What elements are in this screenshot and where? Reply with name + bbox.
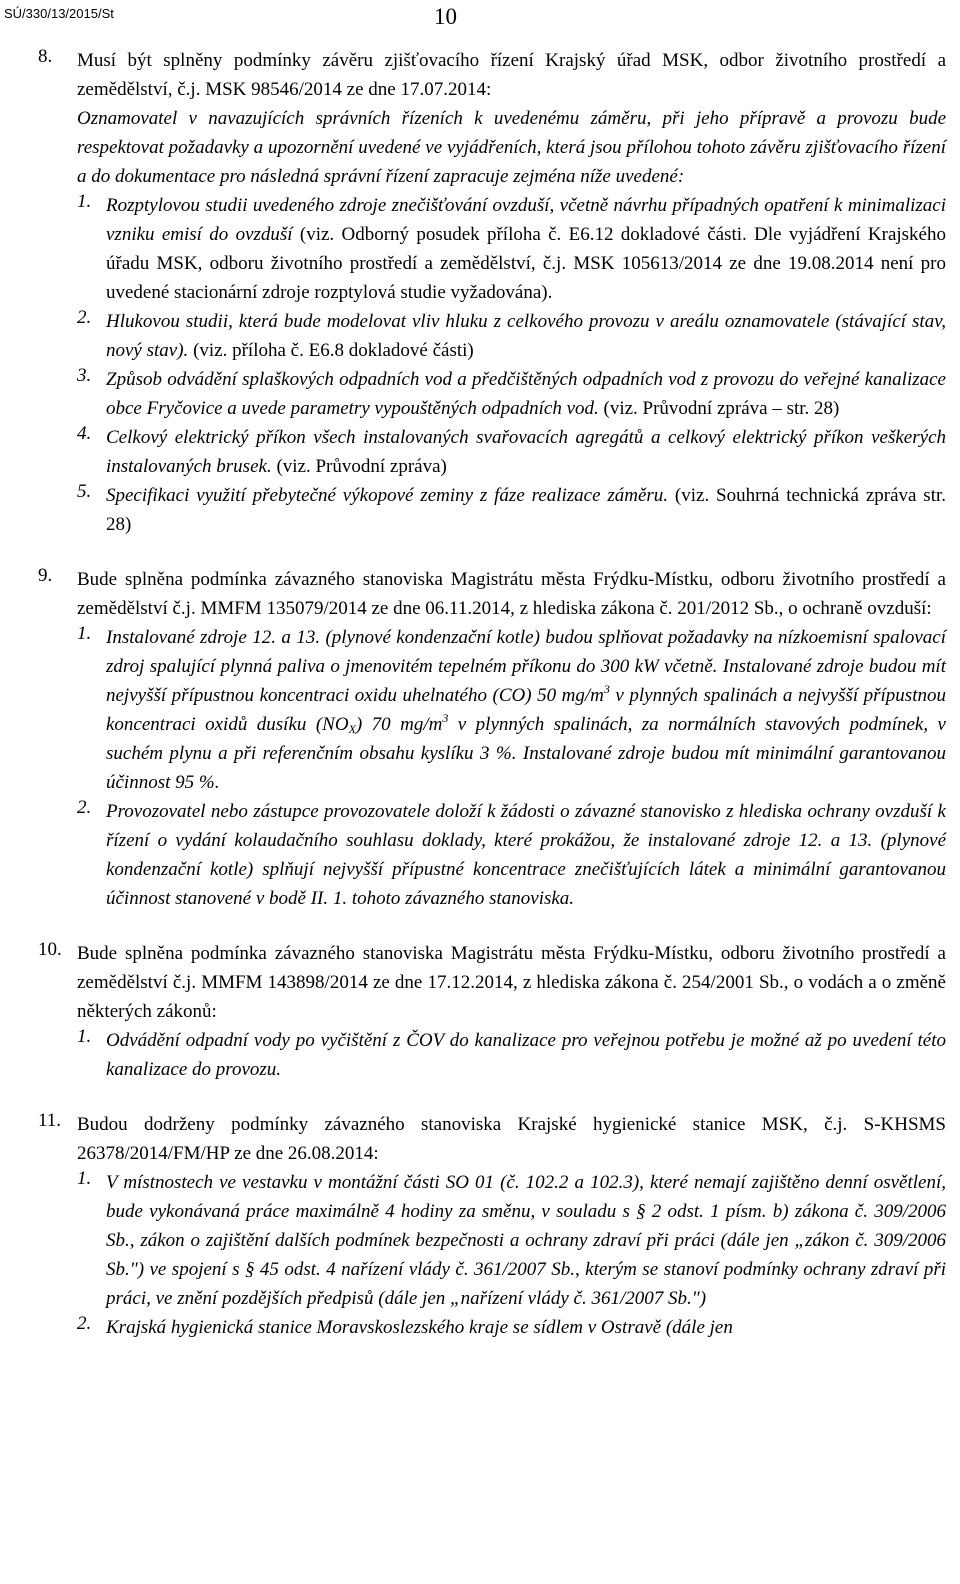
subscript: X — [348, 722, 356, 736]
item-italic: Provozovatel nebo zástupce provozovatele doloží k žádosti o závazné stanovisko z hlediska ochrany ovzduší k řízení o vydání kolaudačního souhlasu doklady, které prokážou, že instalované zdroje 12. a 13. (plynové kondenzační kotle) splňují nejvyšší přípustné koncentrace znečišťujících látek a minimální garantovanou účinnost stanovené v bodě II. 1. tohoto závazného stanoviska. — [106, 801, 946, 909]
item-number-text: 1. — [77, 1026, 92, 1047]
section-intro: Budou dodrženy podmínky závazného stanoviska Krajské hygienické stanice MSK, č.j. S-KHSMS 26378/2014/FM/HP ze dne 26.08.2014: — [77, 1114, 946, 1164]
item-text — [106, 307, 946, 365]
item-number-text: 5. — [77, 481, 92, 502]
section-10 — [38, 939, 946, 1084]
section-body — [77, 1110, 946, 1342]
item-text-part: v plynných spalinách, za normálních stavových podmínek, v suchém plynu a při referenčním obsahu kyslíku 3 %. Instalované zdroje budou mít minimální garantovanou účinnost 95 %. — [106, 714, 946, 793]
section-body — [77, 46, 946, 539]
section-8 — [38, 46, 946, 539]
item-italic: V místnostech ve vestavku v montážní části SO 01 (č. 102.2 a 102.3), které nemají zajištěno denní osvětlení, bude vykonávaná práce maximálně 4 hodiny za směnu, v souladu s § 2 odst. 1 písm. b) zákona č. 309/2006 Sb., zákon o zajištění dalších podmínek bezpečnosti a ochrany zdraví při práci (dále jen „zákon č. 309/2006 Sb.") ve spojení s § 45 odst. 4 nařízení vlády č. 361/2007 Sb., kterým se stanoví podmínky ochrany zdraví při práci, ve znění pozdějších předpisů (dále jen „nařízení vlády č. 361/2007 Sb.") — [106, 1172, 946, 1309]
item-number — [77, 797, 106, 913]
item-plain: (viz. Odborný posudek příloha č. E6.12 dokladové části. Dle vyjádření Krajského úřadu MSK, odboru životního prostředí a zemědělství, č.j. MSK 105613/2014 ze dne 19.08.2014 není pro uvedené stacionární zdroje rozptylová studie vyžadována). — [106, 224, 946, 303]
section-number: 10. — [38, 939, 62, 960]
item-italic: Rozptylovou studii uvedeného zdroje znečišťování ovzduší, včetně návrhu případných opatření k minimalizaci vzniku emisí do ovzduší — [106, 195, 946, 245]
item-number — [77, 1026, 106, 1084]
item-plain: (viz. Průvodní zpráva) — [271, 456, 447, 477]
section-9 — [38, 565, 946, 913]
item-italic: Celkový elektrický příkon všech instalovaných svařovacích agregátů a celkový elektrický příkon veškerých instalovaných brusek. — [106, 427, 946, 477]
list-item — [77, 365, 946, 423]
item-text — [106, 365, 946, 423]
item-italic: Krajská hygienická stanice Moravskoslezského kraje se sídlem v Ostravě (dále jen — [106, 1317, 733, 1338]
item-italic: Specifikaci využití přebytečné výkopové zeminy z fáze realizace záměru. — [106, 485, 669, 506]
item-number-text: 1. — [77, 623, 92, 644]
page-number: 10 — [434, 4, 457, 29]
item-number-text: 2. — [77, 307, 92, 328]
section-body — [77, 565, 946, 913]
list-item — [77, 191, 946, 307]
item-number-text: 3. — [77, 365, 92, 386]
list-item — [77, 1168, 946, 1313]
item-text — [106, 1313, 946, 1342]
section-gap — [38, 913, 946, 939]
section-number: 9. — [38, 565, 53, 586]
item-plain: (viz. Souhrná technická zpráva str. 28) — [106, 485, 946, 535]
item-text — [106, 797, 946, 913]
section-intro: Musí být splněny podmínky závěru zjišťovacího řízení Krajský úřad MSK, odbor životního prostředí a zemědělství, č.j. MSK 98546/2014 ze dne 17.07.2014: — [77, 50, 946, 100]
list-item — [77, 1026, 946, 1084]
item-number-text: 1. — [77, 1168, 92, 1189]
list-item — [77, 1313, 946, 1342]
item-number-text: 1. — [77, 191, 92, 212]
superscript: 3 — [603, 682, 610, 696]
item-text-part: Instalované zdroje 12. a 13. (plynové kondenzační kotle) budou splňovat požadavky na nízkoemisní spalovací zdroj spalující plynná paliva o jmenovitém tepelném příkonu do 300 kW včetně. Instalované zdroje budou mít nejvyšší přípustnou koncentraci oxidu uhelnatého (CO) 50 mg/m — [106, 627, 946, 706]
item-number — [77, 191, 106, 307]
list-item — [77, 423, 946, 481]
section-body — [77, 939, 946, 1084]
item-plain: (viz. Průvodní zpráva – str. 28) — [598, 398, 840, 419]
list-item — [77, 481, 946, 539]
item-text — [106, 1168, 946, 1313]
item-text — [106, 481, 946, 539]
item-italic: Způsob odvádění splaškových odpadních vod a předčištěných odpadních vod z provozu do veřejné kanalizace obce Fryčovice a uvede parametry vypouštěných odpadních vod. — [106, 369, 946, 419]
item-text-part: ) 70 mg/m — [355, 714, 443, 735]
item-number-text: 2. — [77, 1313, 92, 1334]
document-body — [38, 46, 946, 1342]
item-number-text: 4. — [77, 423, 92, 444]
item-italic — [106, 627, 946, 793]
item-number — [77, 307, 106, 365]
item-italic: Hlukovou studii, která bude modelovat vliv hluku z celkového provozu v areálu oznamovatele (stávající stav, nový stav). — [106, 311, 946, 361]
item-number — [77, 481, 106, 539]
section-11 — [38, 1110, 946, 1342]
item-text — [106, 1026, 946, 1084]
document-reference: SÚ/330/13/2015/St — [4, 6, 114, 21]
list-item — [77, 797, 946, 913]
section-gap — [38, 1084, 946, 1110]
item-number — [77, 1168, 106, 1313]
item-number — [77, 623, 106, 797]
item-plain: (viz. příloha č. E6.8 dokladové části) — [188, 340, 474, 361]
item-italic: Odvádění odpadní vody po vyčištění z ČOV do kanalizace pro veřejnou potřebu je možné až po uvedení této kanalizace do provozu. — [106, 1030, 946, 1080]
item-text — [106, 423, 946, 481]
section-gap — [38, 539, 946, 565]
item-number — [77, 423, 106, 481]
section-intro: Bude splněna podmínka závazného stanoviska Magistrátu města Frýdku-Místku, odboru životního prostředí a zemědělství č.j. MMFM 135079/2014 ze dne 06.11.2014, z hlediska zákona č. 201/2012 Sb., o ochraně ovzduší: — [77, 569, 946, 619]
list-item — [77, 623, 946, 797]
item-number — [77, 1313, 106, 1342]
item-text-part: v plynných spalinách a nejvyšší přípustnou koncentraci oxidů dusíku (NO — [106, 685, 946, 735]
section-number: 11. — [38, 1110, 62, 1131]
note-text: Oznamovatel v navazujících správních řízeních k uvedenému záměru, při jeho přípravě a provozu bude respektovat požadavky a upozornění uvedené ve vyjádřeních, která jsou přílohou tohoto závěru zjišťovacího řízení a do dokumentace pro následná správní řízení zapracuje zejména níže uvedené: — [77, 108, 946, 187]
list-item — [77, 307, 946, 365]
section-number: 8. — [38, 46, 53, 67]
item-number — [77, 365, 106, 423]
item-text — [106, 623, 946, 797]
section-intro: Bude splněna podmínka závazného stanoviska Magistrátu města Frýdku-Místku, odboru životního prostředí a zemědělství č.j. MMFM 143898/2014 ze dne 17.12.2014, z hlediska zákona č. 254/2001 Sb., o vodách a o změně některých zákonů: — [77, 943, 946, 1022]
item-text — [106, 191, 946, 307]
superscript: 3 — [442, 711, 449, 725]
item-number-text: 2. — [77, 797, 92, 818]
section-note — [77, 104, 946, 191]
